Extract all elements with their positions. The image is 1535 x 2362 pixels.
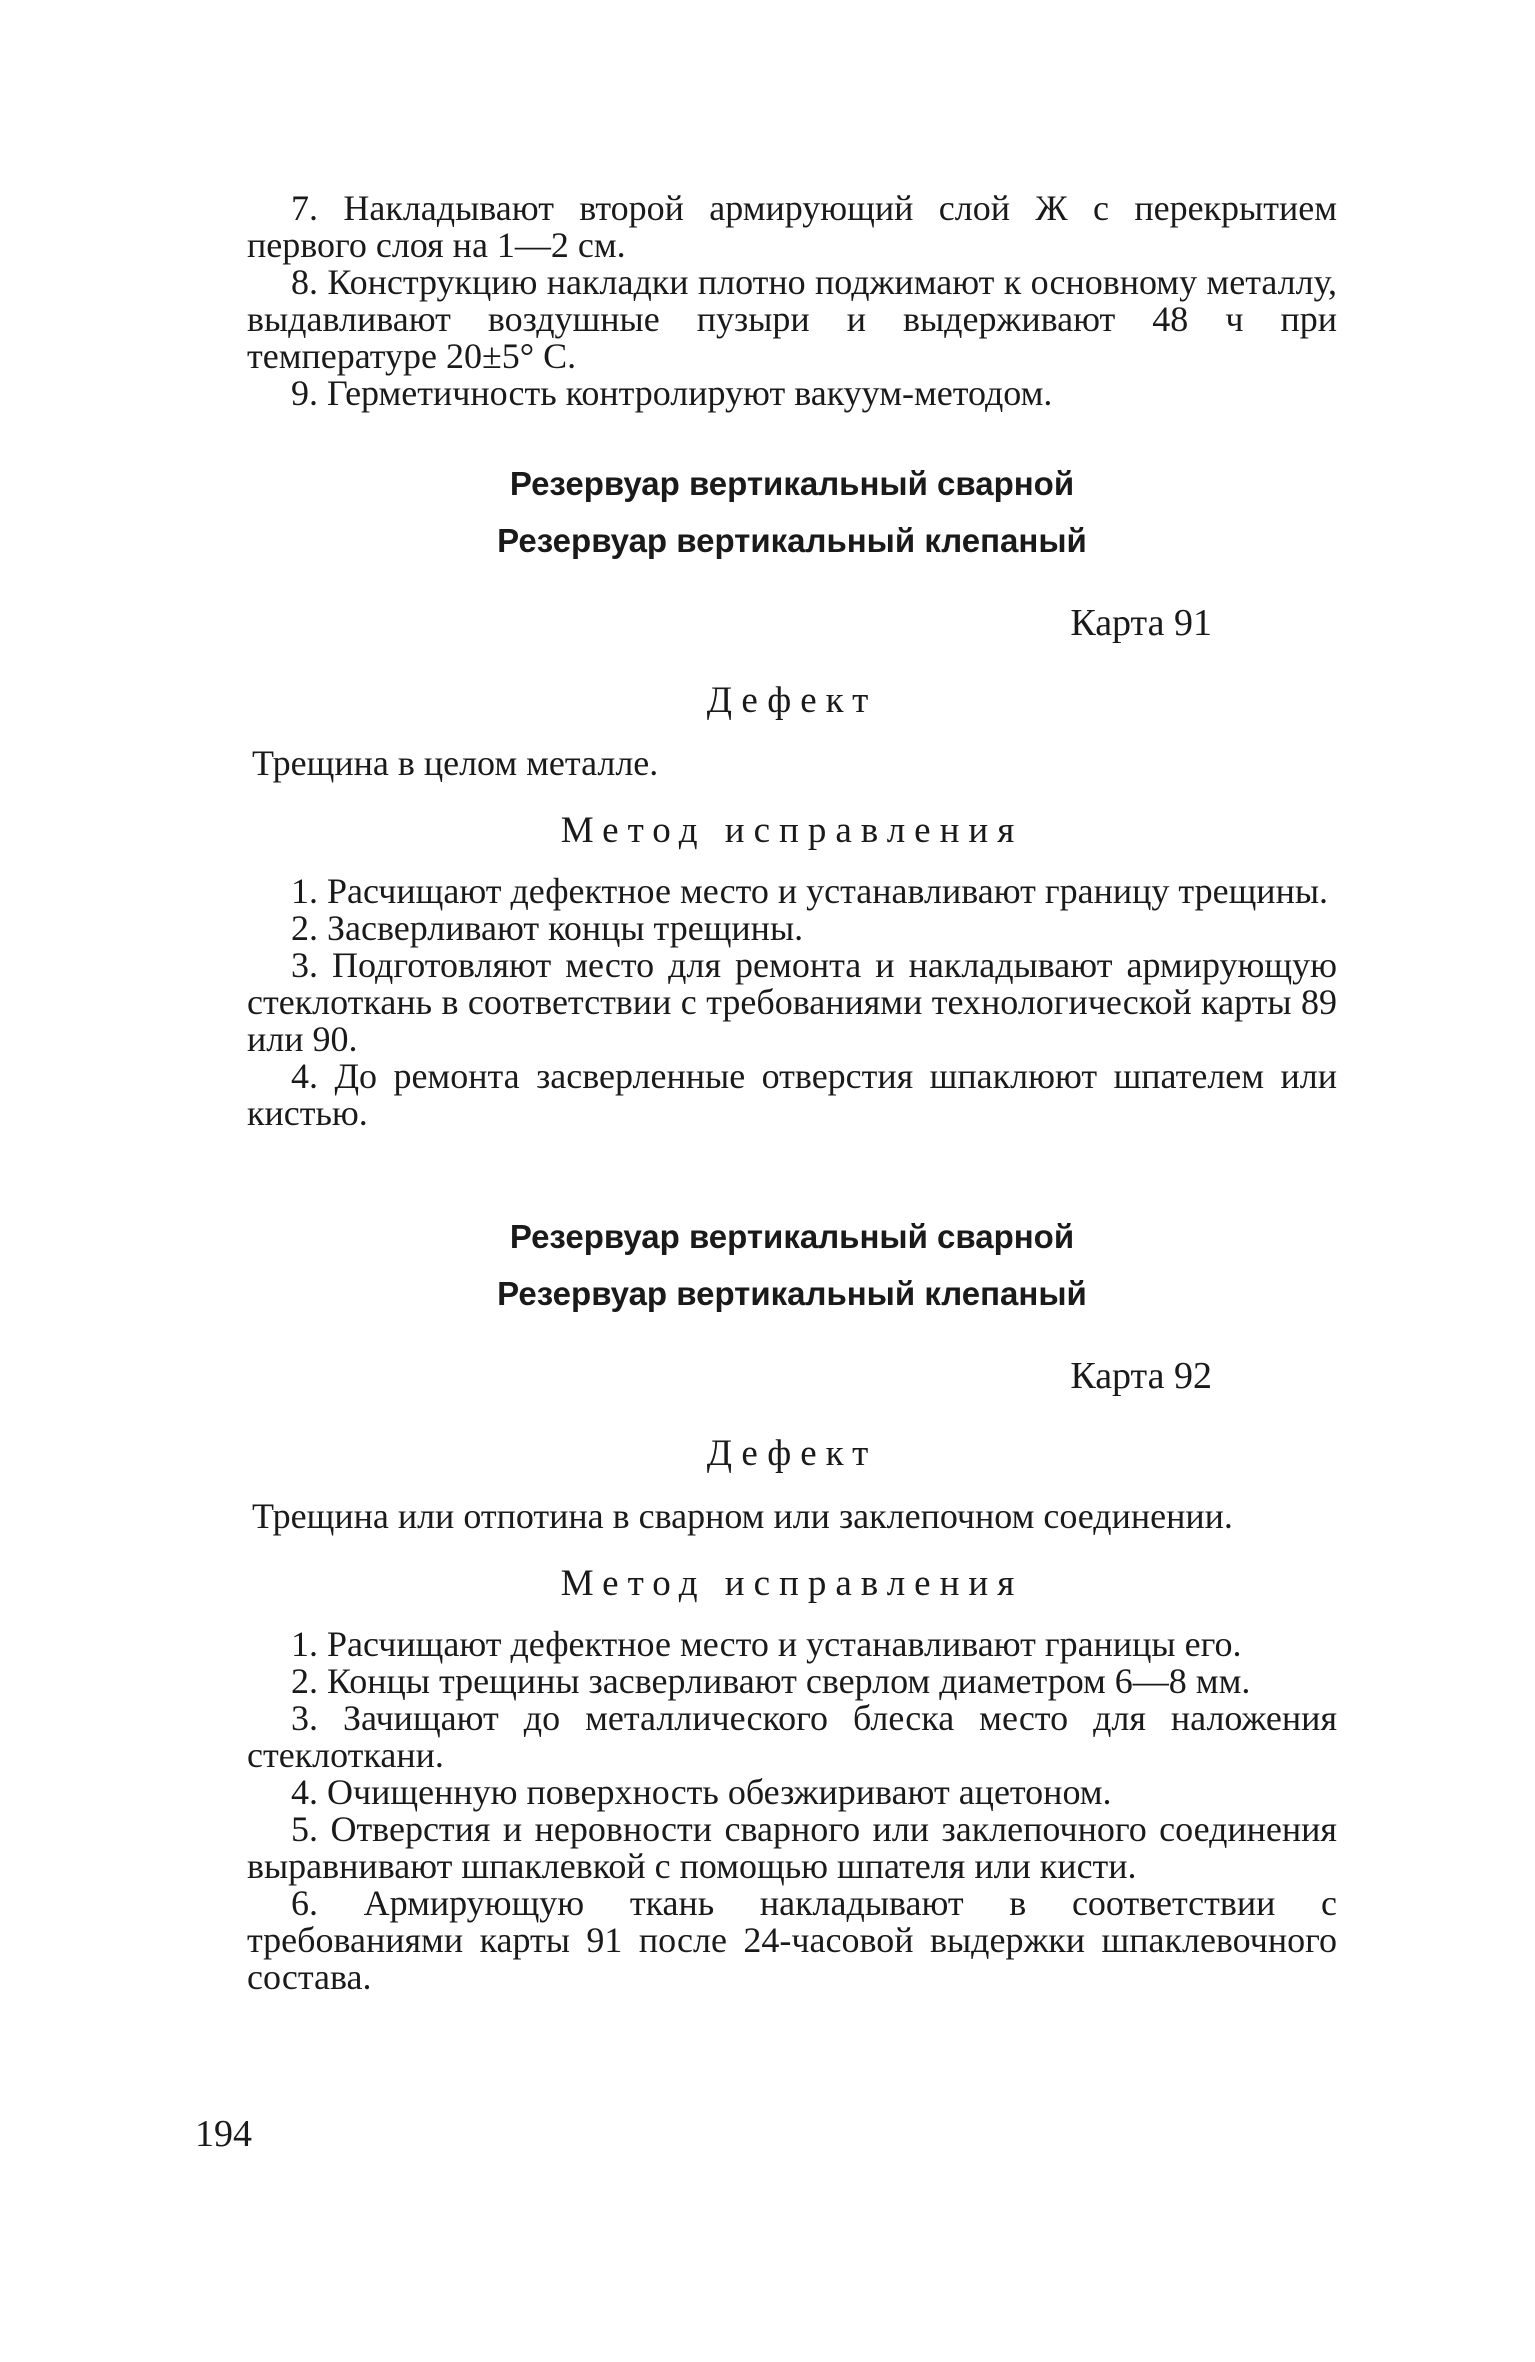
section-heading: Резервуар вертикальный сварной [509,1218,1075,1255]
page-number: 194 [195,2113,252,2155]
list-item: 8. Конструкцию накладки плотно поджимают к основному металлу, выдавливают воздушные пузыри и выдерживают 48 ч при температуре 20±5° С. [247,262,1337,376]
list-item: 3. Подготовляют место для ремонта и накладывают армирующую стеклоткань в соответствии с требованиями технологической карты 89 или 90. [247,945,1337,1059]
defect-text: Трещина или отпотина в сварном или заклепочном соединении. [252,1496,1233,1536]
list-item: 1. Расчищают дефектное место и устанавливают границы его. [291,1624,1242,1664]
list-item: 5. Отверстия и неровности сварного или заклепочного соединения выравнивают шпаклевкой с помощью шпателя или кисти. [247,1809,1337,1886]
list-item: 2. Концы трещины засверливают сверлом диаметром 6—8 мм. [291,1661,1251,1701]
list-item: 9. Герметичность контролируют вакуум-методом. [291,373,1053,413]
list-item: 2. Засверливают концы трещины. [291,908,804,948]
section-card-92 [247,1217,1337,1996]
card-number: Карта 92 [1070,1355,1212,1397]
section-heading: Резервуар вертикальный клепаный [497,1275,1087,1312]
list-item: 3. Зачищают до металлического блеска место для наложения стеклоткани. [247,1698,1337,1775]
method-list [247,1626,1337,1996]
text-column [247,190,1337,1996]
card-number: Карта 91 [1070,602,1212,644]
list-item: 7. Накладывают второй армирующий слой Ж с перекрытием первого слоя на 1—2 см. [247,188,1337,265]
top-list [247,190,1337,412]
defect-text: Трещина в целом металле. [252,743,659,783]
list-item: 4. Очищенную поверхность обезжиривают ацетоном. [291,1772,1112,1812]
method-label: Метод исправления [560,1563,1024,1604]
method-label: Метод исправления [560,810,1024,851]
list-item: 6. Армирующую ткань накладывают в соответствии с требованиями карты 91 после 24-часовой выдержки шпаклевочного состава. [247,1883,1337,1997]
list-item: 1. Расчищают дефектное место и устанавливают границу трещины. [291,871,1329,911]
section-heading: Резервуар вертикальный клепаный [497,522,1087,559]
defect-label: Дефект [706,680,878,721]
defect-label: Дефект [706,1433,878,1474]
section-heading: Резервуар вертикальный сварной [509,465,1075,502]
list-item: 4. До ремонта засверленные отверстия шпаклюют шпателем или кистью. [247,1056,1337,1133]
method-list [247,873,1337,1132]
section-card-91 [247,464,1337,1132]
